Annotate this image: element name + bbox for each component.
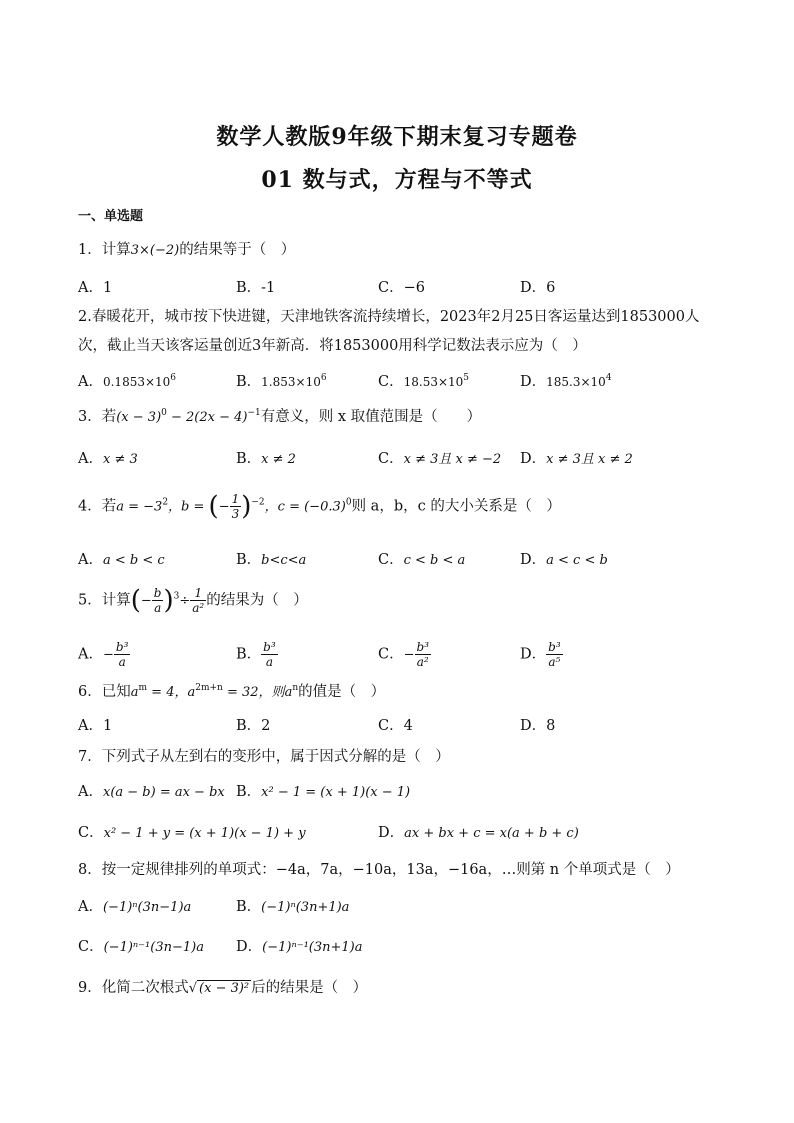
q7-option-a: A．x(a − b) = ax − bx	[78, 784, 225, 800]
q8-option-c: C．(−1)ⁿ⁻¹(3n−1)a	[78, 939, 204, 955]
q2-option-d: D．$185.3\times 10^4$	[520, 373, 612, 390]
q9-radical: (x − 3)²	[199, 981, 250, 996]
q3-option-a: A．x ≠ 3	[78, 451, 138, 467]
q1-option-c: C．−6	[378, 280, 425, 296]
q7-option-c: C．x² − 1 + y = (x + 1)(x − 1) + y	[78, 825, 306, 841]
q4-option-d: D．a < c < b	[520, 552, 608, 568]
question-5: 5．计算(− $\frac{b}{a}$ )$^3$÷ $\frac{1}{\text{a²}}$ 的结果为（ ）	[78, 585, 308, 616]
q4-option-a: A．a < b < c	[78, 552, 165, 568]
q2-option-b: B．$1.853\times 10^6$	[236, 373, 327, 390]
question-1: 1．计算3×(−2)的结果等于（ ）	[78, 242, 296, 258]
q5-option-b: B． $\frac{\text{b³}}{a}$	[236, 640, 276, 669]
q8-option-a: A．(−1)ⁿ(3n−1)a	[78, 899, 192, 915]
question-4: 4．若$a = -3^2$，b = (− $\frac{1}{3}$ )$^{-2}$，$c = (-0.3)^0$则 a，b，c 的大小关系是（ ）	[78, 491, 561, 522]
question-2: 2.春暖花开，城市按下快进键，天津地铁客流持续增长，2023年2月25日客运量达到1853000人次，截止当天该客运量创近3年新高．将1853000用科学记数法表示应为（ ）	[78, 309, 700, 354]
q2-option-c: C．$18.53\times 10^5$	[378, 373, 470, 390]
q2-option-a: A．$0.1853\times 10^6$	[78, 373, 177, 390]
q3-option-d: D．x ≠ 3且 x ≠ 2	[520, 451, 633, 467]
q4-option-b: B．b<c<a	[236, 552, 307, 568]
q5-fraction-2: $\frac{1}{\text{a²}}$	[192, 586, 205, 615]
q8-option-b: B．(−1)ⁿ(3n+1)a	[236, 899, 350, 915]
page-title: 数学人教版9年级下期末复习专题卷	[216, 124, 578, 150]
q7-option-d: D．ax + bx + c = x(a + b + c)	[378, 825, 579, 841]
q1-option-a: A．1	[78, 280, 113, 296]
q1-option-b: B．-1	[236, 280, 276, 296]
q5-fraction-1: $\frac{b}{a}$	[153, 586, 162, 615]
page-subtitle: 01 数与式，方程与不等式	[261, 167, 533, 193]
q3-option-b: B．x ≠ 2	[236, 451, 296, 467]
q5-option-c: C．− $\frac{\text{b³}}{\text{a²}}$	[378, 640, 430, 669]
q5-option-a: A．− $\frac{\text{b³}}{a}$	[78, 640, 129, 669]
q8-option-d: D．(−1)ⁿ⁻¹(3n+1)a	[236, 939, 363, 955]
q7-option-b: B．x² − 1 = (x + 1)(x − 1)	[236, 784, 411, 800]
q6-option-d: D．8	[520, 718, 556, 734]
question-7: 7．下列式子从左到右的变形中，属于因式分解的是（ ）	[78, 749, 450, 765]
q3-option-c: C．x ≠ 3且 x ≠ −2	[378, 451, 502, 467]
section-heading: 一、单选题	[78, 209, 144, 224]
q6-option-a: A．1	[78, 718, 113, 734]
q6-option-c: C．4	[378, 718, 413, 734]
q5-option-d: D． $\frac{\text{b³}}{\text{a⁵}}$	[520, 640, 561, 669]
q1-option-d: D．6	[520, 280, 556, 296]
q4-option-c: C．c < b < a	[378, 552, 466, 568]
q6-option-b: B．2	[236, 718, 271, 734]
question-9: 9．化简二次根式√ (x − 3)² 后的结果是（ ）	[78, 980, 368, 996]
q4-fraction: $\frac{1}{3}$	[231, 492, 240, 521]
question-3: 3．若$(x - 3)^0 - 2(2x - 4)^{-1}$有意义，则 x 取值范围是（ ）	[78, 408, 482, 425]
question-6: 6．已知$a^m = 4$，$a^{2m+n} = 32$，则$a^n$的值是（ ）	[78, 683, 386, 700]
question-8: 8．按一定规律排列的单项式：−4a，7a，−10a，13a，−16a，…则第 n 个单项式是（ ）	[78, 862, 680, 878]
